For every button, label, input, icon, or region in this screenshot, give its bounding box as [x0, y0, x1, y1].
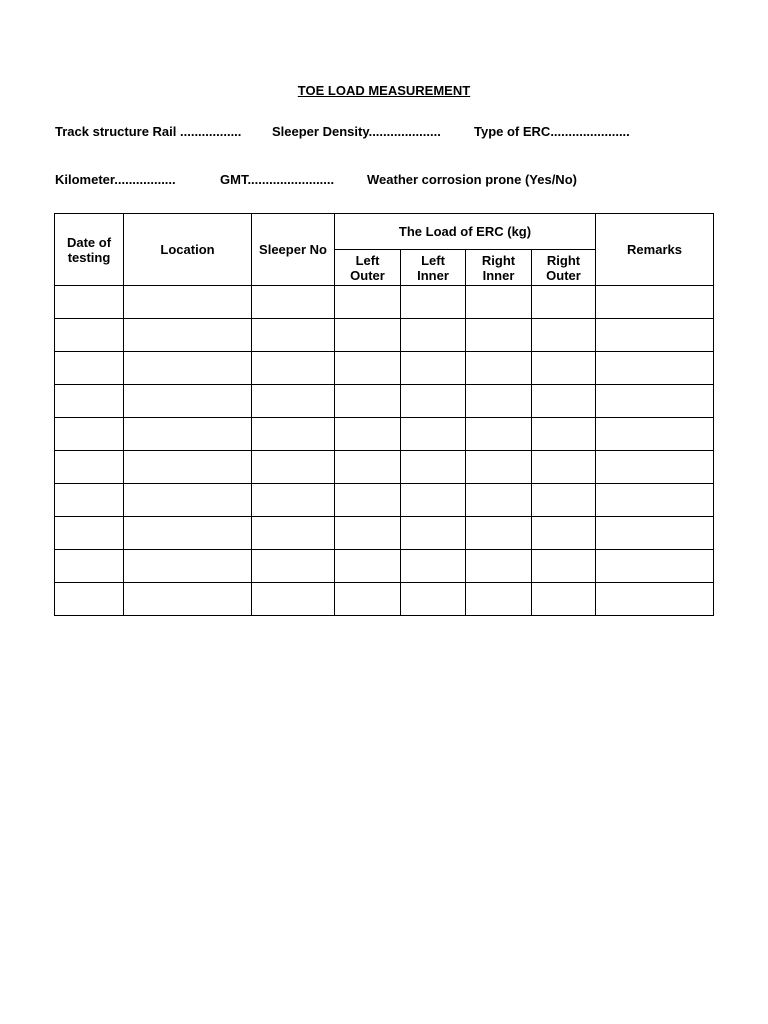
table-cell[interactable] — [124, 319, 252, 352]
table-cell[interactable] — [252, 484, 335, 517]
table-cell[interactable] — [335, 418, 401, 451]
table-cell[interactable] — [124, 352, 252, 385]
table-row — [55, 418, 714, 451]
table-cell[interactable] — [335, 385, 401, 418]
header-date-of-testing — [55, 214, 124, 286]
table-cell[interactable] — [335, 286, 401, 319]
header-date-line2: testing — [67, 249, 111, 265]
table-cell[interactable] — [124, 517, 252, 550]
table-cell[interactable] — [335, 517, 401, 550]
header-left-inner-line1: Left — [421, 252, 445, 268]
table-cell[interactable] — [532, 352, 596, 385]
table-cell[interactable] — [335, 319, 401, 352]
table-row — [55, 286, 714, 319]
toe-load-table — [54, 213, 714, 616]
gmt-field: GMT........................ — [220, 172, 335, 187]
header-right-outer-line2: Outer — [546, 267, 581, 283]
table-cell[interactable] — [596, 451, 714, 484]
table-row — [55, 319, 714, 352]
table-cell[interactable] — [401, 451, 466, 484]
header-remarks: Remarks — [596, 214, 714, 286]
header-left-outer-line1: Left — [355, 252, 380, 268]
table-cell[interactable] — [252, 517, 335, 550]
table-row — [55, 385, 714, 418]
table-row — [55, 550, 714, 583]
table-cell[interactable] — [532, 583, 596, 616]
table-cell[interactable] — [466, 352, 532, 385]
table-row — [55, 352, 714, 385]
header-left-inner — [401, 250, 466, 286]
table-cell[interactable] — [466, 418, 532, 451]
table-cell[interactable] — [252, 385, 335, 418]
table-cell[interactable] — [596, 286, 714, 319]
table-cell[interactable] — [596, 352, 714, 385]
table-row — [55, 583, 714, 616]
table-body — [55, 286, 714, 616]
header-right-inner — [466, 250, 532, 286]
header-left-inner-line2: Inner — [417, 267, 449, 283]
kilometer-field: Kilometer................. — [55, 172, 176, 187]
table-cell[interactable] — [401, 418, 466, 451]
table-row — [55, 517, 714, 550]
weather-corrosion-field: Weather corrosion prone (Yes/No) — [367, 172, 577, 187]
table-cell[interactable] — [124, 418, 252, 451]
table-cell[interactable] — [124, 583, 252, 616]
table-cell[interactable] — [124, 550, 252, 583]
table-cell[interactable] — [124, 385, 252, 418]
table-cell[interactable] — [124, 451, 252, 484]
header-load-of-erc: The Load of ERC (kg) — [335, 214, 596, 250]
table-cell[interactable] — [252, 550, 335, 583]
table-cell[interactable] — [532, 451, 596, 484]
header-left-outer — [335, 250, 401, 286]
header-right-outer-line1: Right — [546, 252, 581, 268]
table-cell[interactable] — [532, 418, 596, 451]
table-cell[interactable] — [401, 517, 466, 550]
table-cell[interactable] — [466, 484, 532, 517]
table-cell[interactable] — [335, 484, 401, 517]
table-cell[interactable] — [335, 583, 401, 616]
table-cell[interactable] — [596, 550, 714, 583]
table-cell[interactable] — [335, 352, 401, 385]
table-cell[interactable] — [124, 286, 252, 319]
table-cell[interactable] — [252, 352, 335, 385]
table-cell[interactable] — [466, 286, 532, 319]
header-right-outer — [532, 250, 596, 286]
table-cell[interactable] — [596, 583, 714, 616]
header-right-inner-line2: Inner — [482, 267, 515, 283]
table-cell[interactable] — [335, 550, 401, 583]
table-cell[interactable] — [596, 385, 714, 418]
table-cell[interactable] — [401, 484, 466, 517]
table-cell[interactable] — [55, 286, 124, 319]
table-row — [55, 451, 714, 484]
table-cell[interactable] — [466, 550, 532, 583]
table-cell[interactable] — [55, 319, 124, 352]
table-cell[interactable] — [55, 550, 124, 583]
table-cell[interactable] — [466, 517, 532, 550]
table-cell[interactable] — [124, 484, 252, 517]
header-left-outer-line2: Outer — [350, 267, 385, 283]
table-cell[interactable] — [55, 418, 124, 451]
table-cell[interactable] — [532, 484, 596, 517]
table-cell[interactable] — [532, 517, 596, 550]
type-of-erc-field: Type of ERC...................... — [474, 124, 630, 139]
sleeper-density-field: Sleeper Density.................... — [272, 124, 441, 139]
table-cell[interactable] — [55, 517, 124, 550]
table-cell[interactable] — [252, 583, 335, 616]
table-cell[interactable] — [532, 319, 596, 352]
table-cell[interactable] — [596, 517, 714, 550]
table-cell[interactable] — [252, 451, 335, 484]
table-cell[interactable] — [55, 352, 124, 385]
table-cell[interactable] — [466, 385, 532, 418]
header-location: Location — [124, 214, 252, 286]
header-date-line1: Date of — [66, 234, 112, 250]
table-cell[interactable] — [401, 583, 466, 616]
table-cell[interactable] — [596, 484, 714, 517]
table-cell[interactable] — [596, 319, 714, 352]
table-cell[interactable] — [401, 286, 466, 319]
table-cell[interactable] — [55, 451, 124, 484]
table-cell[interactable] — [532, 550, 596, 583]
page-title: TOE LOAD MEASUREMENT — [297, 83, 471, 98]
header-right-inner-line1: Right — [481, 252, 516, 268]
table-cell[interactable] — [252, 319, 335, 352]
header-sleeper-no: Sleeper No — [252, 214, 335, 286]
table-cell[interactable] — [252, 286, 335, 319]
table-cell[interactable] — [596, 418, 714, 451]
table-cell[interactable] — [55, 484, 124, 517]
table-row — [55, 484, 714, 517]
table-cell[interactable] — [335, 451, 401, 484]
table-cell[interactable] — [401, 550, 466, 583]
table-cell[interactable] — [401, 319, 466, 352]
table-cell[interactable] — [55, 385, 124, 418]
table-cell[interactable] — [466, 451, 532, 484]
table-cell[interactable] — [55, 583, 124, 616]
table-cell[interactable] — [532, 286, 596, 319]
table-cell[interactable] — [252, 418, 335, 451]
table-cell[interactable] — [401, 352, 466, 385]
table-cell[interactable] — [532, 385, 596, 418]
table-cell[interactable] — [466, 583, 532, 616]
table-cell[interactable] — [401, 385, 466, 418]
track-structure-field: Track structure Rail ................. — [55, 124, 242, 139]
table-cell[interactable] — [466, 319, 532, 352]
